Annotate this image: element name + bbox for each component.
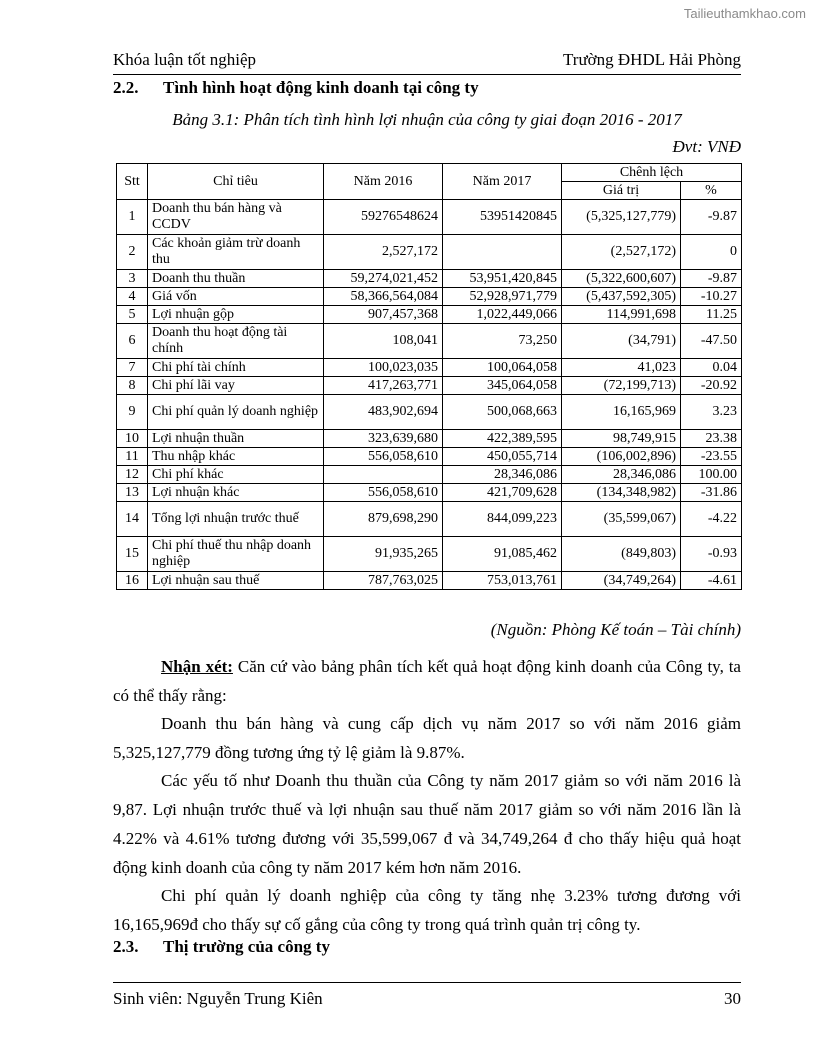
table-row (117, 288, 742, 306)
row-indicator: Chi phí tài chính (148, 359, 324, 377)
row-difference-percent: -47.50 (681, 324, 742, 359)
row-difference-percent: 0.04 (681, 359, 742, 377)
row-difference-value: (134,348,982) (562, 484, 681, 502)
row-difference-value: 41,023 (562, 359, 681, 377)
row-difference-value: (72,199,713) (562, 377, 681, 395)
row-difference-value: (2,527,172) (562, 235, 681, 270)
row-difference-percent: 100.00 (681, 466, 742, 484)
table-body (117, 200, 742, 590)
table-row (117, 537, 742, 572)
row-2016: 787,763,025 (324, 572, 443, 590)
row-stt: 10 (117, 430, 148, 448)
row-stt: 2 (117, 235, 148, 270)
row-2016: 58,366,564,084 (324, 288, 443, 306)
row-2017: 421,709,628 (443, 484, 562, 502)
row-2016: 879,698,290 (324, 502, 443, 537)
row-2016: 59276548624 (324, 200, 443, 235)
header-difference: Chênh lệch (562, 164, 742, 182)
table-row (117, 466, 742, 484)
table-row (117, 359, 742, 377)
section-heading-2-3 (113, 937, 330, 957)
table-source: (Nguồn: Phòng Kế toán – Tài chính) (490, 620, 741, 639)
header-stt: Stt (117, 164, 148, 200)
row-difference-percent: 3.23 (681, 395, 742, 430)
row-stt: 11 (117, 448, 148, 466)
table-row (117, 484, 742, 502)
remarks-paragraph-3: Các yếu tố như Doanh thu thuần của Công ty năm 2017 giảm so với năm 2016 là 9,87. Lợi nhuận trước thuế và lợi nhuận sau thuế năm 2017 giảm so với năm 2016 lần là 4.22% và 4.61% tương đương với 35,599,067 đ và 34,749,264 đ cho thấy hiệu quả hoạt động kinh doanh của công ty năm 2017 kém hơn năm 2016. (113, 771, 741, 877)
page-header (113, 50, 741, 75)
table-row (117, 306, 742, 324)
row-indicator: Lợi nhuận gộp (148, 306, 324, 324)
table-row (117, 270, 742, 288)
remarks-paragraph-1 (113, 652, 741, 710)
section-number: 2.3. (113, 937, 139, 956)
row-stt: 15 (117, 537, 148, 572)
row-difference-percent: -20.92 (681, 377, 742, 395)
row-stt: 14 (117, 502, 148, 537)
row-indicator: Lợi nhuận khác (148, 484, 324, 502)
section-number: 2.2. (113, 78, 139, 97)
row-indicator: Doanh thu bán hàng và CCDV (148, 200, 324, 235)
table-row (117, 324, 742, 359)
row-difference-value: (5,322,600,607) (562, 270, 681, 288)
row-stt: 3 (117, 270, 148, 288)
row-2017: 28,346,086 (443, 466, 562, 484)
row-2016: 483,902,694 (324, 395, 443, 430)
row-difference-percent: -31.86 (681, 484, 742, 502)
row-stt: 7 (117, 359, 148, 377)
table-row (117, 572, 742, 590)
row-difference-percent: -9.87 (681, 200, 742, 235)
row-difference-value: (5,325,127,779) (562, 200, 681, 235)
watermark: Tailieuthamkhao.com (683, 6, 806, 21)
header-indicator: Chỉ tiêu (148, 164, 324, 200)
table-row (117, 448, 742, 466)
row-2017: 844,099,223 (443, 502, 562, 537)
row-2017: 53,951,420,845 (443, 270, 562, 288)
row-indicator: Chi phí thuế thu nhập doanh nghiệp (148, 537, 324, 572)
row-2017 (443, 235, 562, 270)
row-difference-value: 28,346,086 (562, 466, 681, 484)
header-percent: % (681, 182, 742, 200)
section-heading-2-2 (113, 78, 479, 98)
row-2017: 422,389,595 (443, 430, 562, 448)
row-2017: 100,064,058 (443, 359, 562, 377)
remarks-label: Nhận xét: (161, 657, 233, 676)
row-2017: 450,055,714 (443, 448, 562, 466)
row-difference-value: (34,791) (562, 324, 681, 359)
row-indicator: Tổng lợi nhuận trước thuế (148, 502, 324, 537)
row-difference-percent: -0.93 (681, 537, 742, 572)
table-row (117, 235, 742, 270)
row-indicator: Thu nhập khác (148, 448, 324, 466)
header-2017: Năm 2017 (443, 164, 562, 200)
row-2017: 52,928,971,779 (443, 288, 562, 306)
row-stt: 8 (117, 377, 148, 395)
row-2017: 91,085,462 (443, 537, 562, 572)
row-2016: 556,058,610 (324, 484, 443, 502)
row-difference-percent: -4.61 (681, 572, 742, 590)
row-difference-percent: 11.25 (681, 306, 742, 324)
row-2017: 753,013,761 (443, 572, 562, 590)
footer-page-number: 30 (724, 989, 741, 1008)
row-indicator: Các khoản giảm trừ doanh thu (148, 235, 324, 270)
row-difference-percent: -4.22 (681, 502, 742, 537)
row-indicator: Lợi nhuận sau thuế (148, 572, 324, 590)
row-2016: 2,527,172 (324, 235, 443, 270)
row-difference-percent: -9.87 (681, 270, 742, 288)
row-difference-percent: 23.38 (681, 430, 742, 448)
header-value: Giá trị (562, 182, 681, 200)
unit-label: Đvt: VNĐ (672, 137, 741, 156)
row-difference-value: 98,749,915 (562, 430, 681, 448)
row-difference-percent: 0 (681, 235, 742, 270)
page-footer (113, 982, 741, 1009)
row-difference-percent: -23.55 (681, 448, 742, 466)
header-2016: Năm 2016 (324, 164, 443, 200)
row-difference-value: 16,165,969 (562, 395, 681, 430)
row-2016: 59,274,021,452 (324, 270, 443, 288)
profit-analysis-table (116, 163, 742, 590)
table-row (117, 377, 742, 395)
table-row (117, 395, 742, 430)
section-title: Thị trường của công ty (163, 937, 330, 956)
row-stt: 4 (117, 288, 148, 306)
header-right: Trường ĐHDL Hải Phòng (563, 50, 741, 69)
row-stt: 1 (117, 200, 148, 235)
row-indicator: Chi phí lãi vay (148, 377, 324, 395)
row-difference-percent: -10.27 (681, 288, 742, 306)
table-row (117, 430, 742, 448)
row-stt: 6 (117, 324, 148, 359)
row-2017: 500,068,663 (443, 395, 562, 430)
row-indicator: Chi phí quản lý doanh nghiệp (148, 395, 324, 430)
row-stt: 12 (117, 466, 148, 484)
row-indicator: Doanh thu hoạt động tài chính (148, 324, 324, 359)
row-stt: 5 (117, 306, 148, 324)
row-difference-value: 114,991,698 (562, 306, 681, 324)
row-2016: 323,639,680 (324, 430, 443, 448)
row-difference-value: (106,002,896) (562, 448, 681, 466)
row-2017: 1,022,449,066 (443, 306, 562, 324)
section-title: Tình hình hoạt động kinh doanh tại công ty (163, 78, 479, 97)
row-indicator: Doanh thu thuần (148, 270, 324, 288)
row-2016: 556,058,610 (324, 448, 443, 466)
remarks-paragraph-2: Doanh thu bán hàng và cung cấp dịch vụ năm 2017 so với năm 2016 giảm 5,325,127,779 đồng tương ứng tỷ lệ giảm là 9.87%. (113, 714, 741, 762)
row-2017: 53951420845 (443, 200, 562, 235)
row-2016: 108,041 (324, 324, 443, 359)
row-indicator: Lợi nhuận thuần (148, 430, 324, 448)
remarks-paragraph-4: Chi phí quản lý doanh nghiệp của công ty tăng nhẹ 3.23% tương đương với 16,165,969đ cho thấy sự cố gắng của công ty trong quá trình quản trị công ty. (113, 886, 741, 934)
row-2016: 907,457,368 (324, 306, 443, 324)
row-2016: 91,935,265 (324, 537, 443, 572)
row-2017: 345,064,058 (443, 377, 562, 395)
row-indicator: Chi phí khác (148, 466, 324, 484)
row-2017: 73,250 (443, 324, 562, 359)
row-2016: 100,023,035 (324, 359, 443, 377)
row-indicator: Giá vốn (148, 288, 324, 306)
row-2016 (324, 466, 443, 484)
footer-student: Sinh viên: Nguyễn Trung Kiên (113, 989, 323, 1008)
row-stt: 13 (117, 484, 148, 502)
row-difference-value: (5,437,592,305) (562, 288, 681, 306)
row-2016: 417,263,771 (324, 377, 443, 395)
row-difference-value: (34,749,264) (562, 572, 681, 590)
row-stt: 9 (117, 395, 148, 430)
header-left: Khóa luận tốt nghiệp (113, 50, 257, 69)
row-stt: 16 (117, 572, 148, 590)
row-difference-value: (849,803) (562, 537, 681, 572)
remarks-text-1: Căn cứ vào bảng phân tích kết quả hoạt động kinh doanh của Công ty, ta có thể thấy rằng: (113, 657, 741, 705)
row-difference-value: (35,599,067) (562, 502, 681, 537)
table-row (117, 200, 742, 235)
table-row (117, 502, 742, 537)
table-caption: Bảng 3.1: Phân tích tình hình lợi nhuận của công ty giai đoạn 2016 - 2017 (172, 110, 682, 129)
